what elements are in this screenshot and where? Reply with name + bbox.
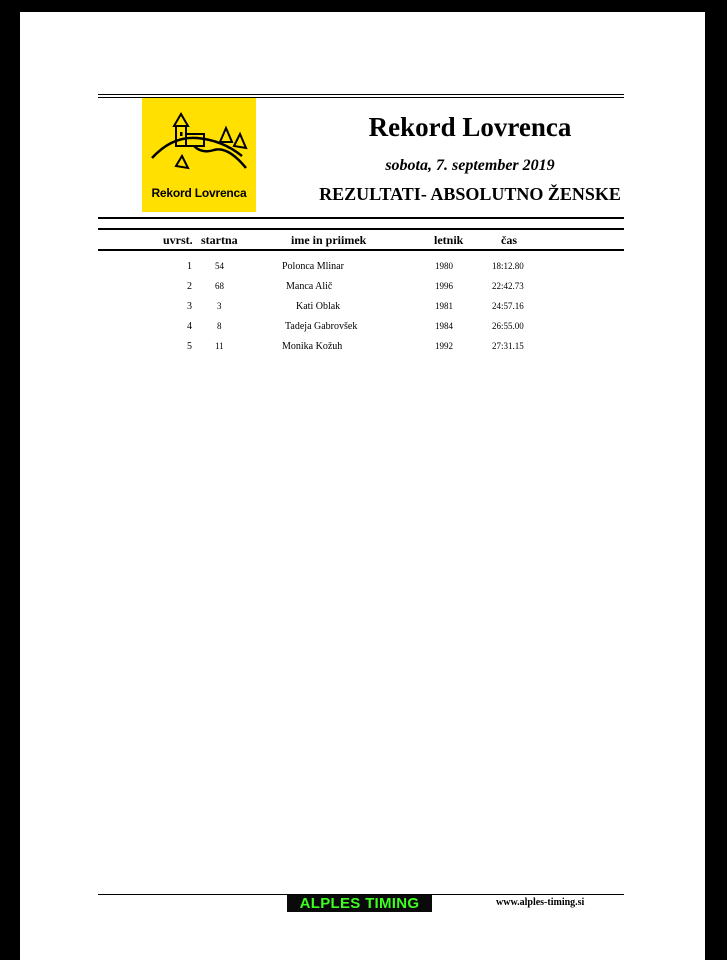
col-header-bib: startna	[201, 233, 238, 247]
row-bib: 3	[217, 301, 222, 311]
col-header-time: čas	[501, 233, 517, 247]
event-logo	[142, 98, 256, 212]
page-title: Rekord Lovrenca	[368, 112, 572, 142]
row-bib: 54	[215, 261, 224, 271]
row-name: Manca Alič	[286, 281, 333, 292]
header-top-rule	[98, 228, 624, 230]
row-time: 18:12.80	[492, 261, 524, 271]
results-subtitle: REZULTATI- ABSOLUTNO ŽENSKE	[319, 184, 621, 204]
header-bottom-rule	[98, 249, 624, 251]
footer-url: www.alples-timing.si	[496, 897, 585, 908]
col-header-rank: uvrst.	[163, 233, 193, 247]
row-name: Monika Kožuh	[282, 341, 343, 352]
alples-timing-logo: ALPLES TIMING	[287, 895, 432, 912]
row-year: 1980	[435, 261, 453, 271]
results-page	[20, 12, 705, 960]
row-year: 1984	[435, 321, 453, 331]
col-header-name: ime in priimek	[291, 233, 367, 247]
row-name: Kati Oblak	[296, 301, 341, 312]
row-year: 1992	[435, 341, 453, 351]
row-rank: 1	[187, 261, 192, 272]
event-date: sobota, 7. september 2019	[385, 157, 555, 174]
col-header-year: letnik	[434, 233, 464, 247]
row-year: 1996	[435, 281, 453, 291]
row-bib: 68	[215, 281, 224, 291]
row-time: 26:55.00	[492, 321, 524, 331]
row-name: Polonca Mlinar	[282, 261, 344, 272]
row-rank: 2	[187, 281, 192, 292]
row-name: Tadeja Gabrovšek	[285, 321, 358, 332]
logo-text: Rekord Lovrenca	[151, 186, 247, 200]
row-year: 1981	[435, 301, 453, 311]
row-bib: 11	[215, 341, 224, 351]
row-rank: 3	[187, 301, 192, 312]
row-rank: 5	[187, 341, 192, 352]
row-time: 24:57.16	[492, 301, 524, 311]
row-time: 27:31.15	[492, 341, 524, 351]
row-time: 22:42.73	[492, 281, 524, 291]
row-rank: 4	[187, 321, 192, 332]
row-bib: 8	[217, 321, 222, 331]
title-rule	[98, 217, 624, 219]
